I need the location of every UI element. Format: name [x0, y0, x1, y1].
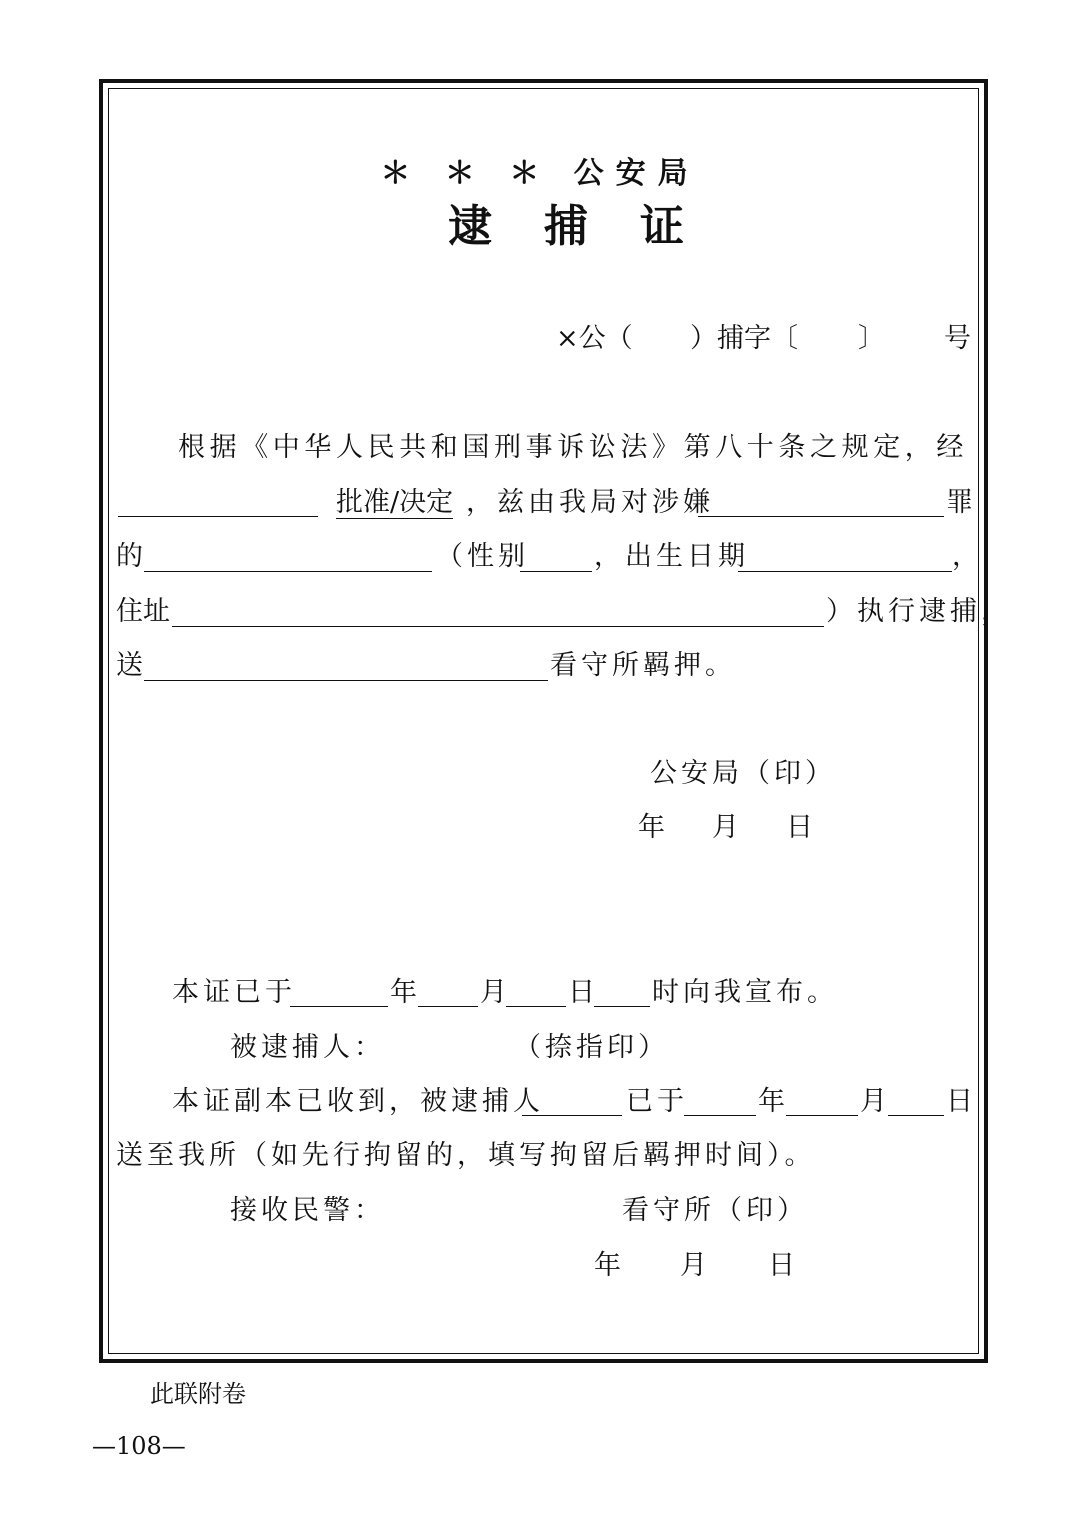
- body-line-2-middle: ，兹由我局对涉嫌: [466, 487, 714, 518]
- page-number: —108—: [92, 1432, 186, 1460]
- document-title: 逮捕证: [448, 201, 736, 252]
- crime-blank: [698, 516, 944, 517]
- of-label: 的: [116, 541, 143, 572]
- receipt-arrestee-blank: [522, 1115, 622, 1116]
- address-label: 住址: [116, 596, 170, 627]
- receipt-day: 日: [946, 1086, 973, 1117]
- announce-prefix: 本证已于: [172, 977, 296, 1008]
- receipt-already: 已于: [626, 1086, 688, 1117]
- detention-center-seal: 看守所（印）: [622, 1195, 808, 1226]
- issue-month: 月: [712, 812, 739, 843]
- birth-date-blank: [738, 571, 952, 572]
- organization-name: ＊ ＊ ＊ 公安局: [380, 156, 700, 191]
- birth-date-label: ，出生日期: [594, 541, 749, 572]
- issue-year: 年: [638, 812, 665, 843]
- detention-center-blank: [144, 680, 548, 681]
- receipt-date-year: 年: [594, 1250, 621, 1281]
- receipt-month: 月: [860, 1086, 887, 1117]
- announce-month-blank: [418, 1006, 478, 1007]
- file-copy-note: 此联附卷: [150, 1380, 246, 1408]
- number-middle: ）捕字〔: [690, 323, 798, 354]
- line-3-comma: ，: [952, 541, 979, 572]
- receipt-line-1: 本证副本已收到，被逮捕人: [172, 1086, 544, 1117]
- number-close: 〕: [858, 323, 885, 354]
- approve-decide-text: 批准/决定: [336, 487, 454, 518]
- number-prefix: ×公（: [556, 323, 633, 354]
- body-line-1: 根据《中华人民共和国刑事诉讼法》第八十条之规定，经: [178, 432, 968, 463]
- detain-text: 看守所羁押。: [550, 650, 736, 681]
- receipt-date-month: 月: [680, 1250, 707, 1281]
- crime-label: 罪: [946, 487, 973, 518]
- execute-arrest-text: ）执行逮捕，: [826, 596, 1012, 627]
- announce-year: 年: [390, 977, 417, 1008]
- approver-blank: [118, 516, 318, 517]
- announce-month: 月: [480, 977, 507, 1008]
- receipt-year: 年: [758, 1086, 785, 1117]
- number-suffix: 号: [944, 323, 971, 354]
- receipt-date-day: 日: [768, 1250, 795, 1281]
- police-bureau-seal: 公安局（印）: [650, 758, 836, 789]
- announce-day-blank: [506, 1006, 566, 1007]
- receipt-year-blank: [684, 1115, 756, 1116]
- announce-day: 日: [568, 977, 595, 1008]
- send-label: 送: [116, 650, 143, 681]
- suspect-name-blank: [144, 571, 432, 572]
- receiving-officer-label: 接收民警：: [230, 1195, 385, 1226]
- receipt-day-blank: [888, 1115, 944, 1116]
- issue-day: 日: [786, 812, 813, 843]
- announce-suffix: 时向我宣布。: [652, 977, 838, 1008]
- receipt-month-blank: [786, 1115, 858, 1116]
- arrested-person-label: 被逮捕人：: [230, 1032, 385, 1063]
- announce-hour-blank: [594, 1006, 650, 1007]
- gender-label: （性别: [436, 541, 529, 572]
- gender-blank: [520, 571, 592, 572]
- fingerprint-label: （捺指印）: [514, 1032, 669, 1063]
- announce-year-blank: [290, 1006, 388, 1007]
- address-blank: [172, 626, 824, 627]
- receipt-line-2: 送至我所（如先行拘留的，填写拘留后羁押时间）。: [116, 1140, 816, 1171]
